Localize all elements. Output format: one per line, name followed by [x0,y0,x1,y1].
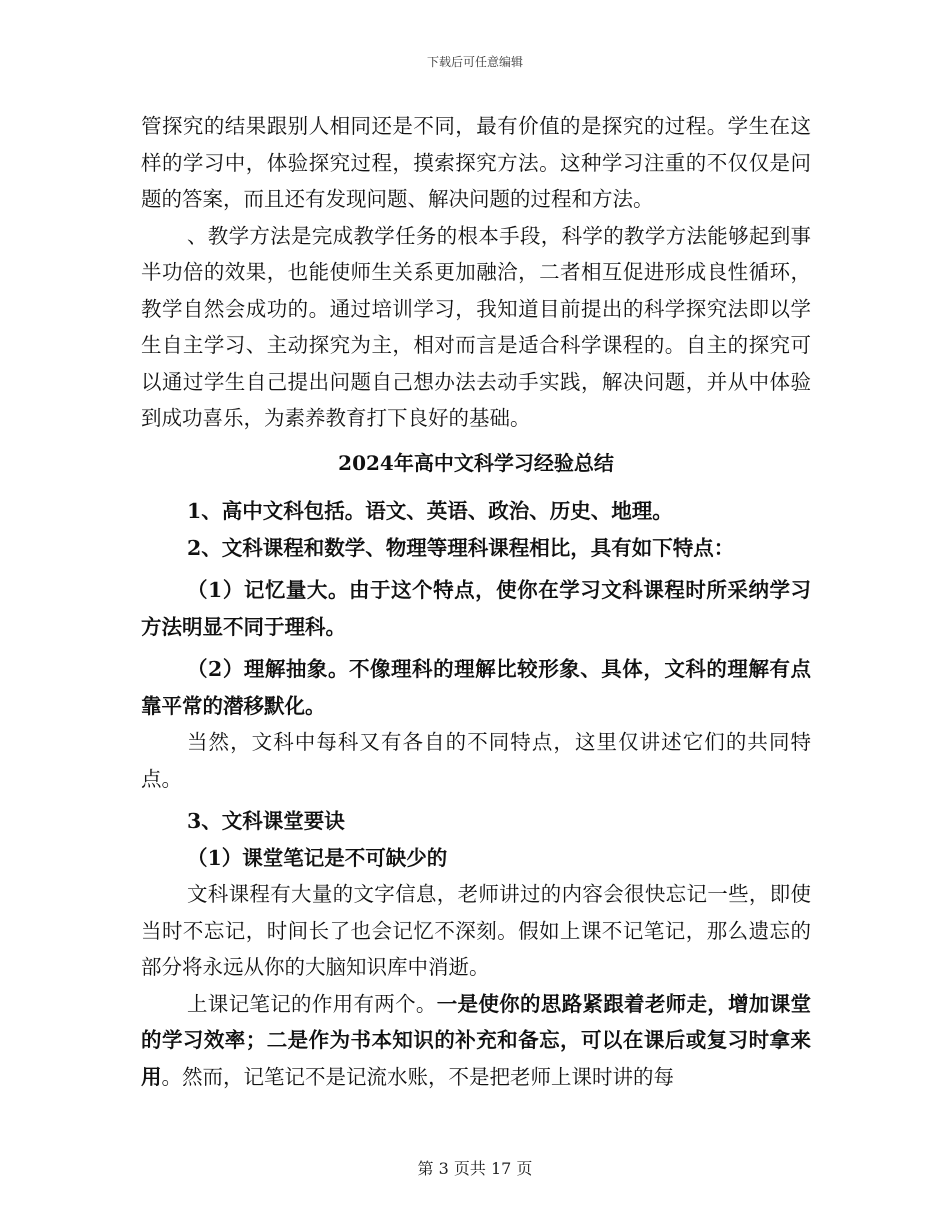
paragraph-5 [141,986,811,1096]
item-3: 3、文科课堂要诀 [187,809,345,833]
document-body [141,108,811,1095]
paragraph-4: 文科课程有大量的文字信息，老师讲过的内容会很快忘记一些，即使当时不忘记，时间长了也会记忆不深刻。假如上课不记笔记，那么遗忘的部分将永远从你的大脑知识库中消逝。 [141,882,811,979]
page-footer: 第 3 页共 17 页 [417,1159,533,1178]
paragraph-3: 当然，文科中每科又有各自的不同特点，这里仅讲述它们的共同特点。 [141,730,811,791]
item-2-1: （1）记忆量大。由于这个特点，使你在学习文科课程时所采纳学习方法明显不同于理科。 [141,578,811,639]
item-3-1: （1）课堂笔记是不可缺少的 [187,845,448,870]
paragraph-5-emphasis: 一是使你的思路紧跟着老师走，增加课堂的学习效率；二是作为书本知识的补充和备忘，可以在课后或复习时拿来用 [141,991,812,1089]
item-1: 1、高中文科包括。语文、英语、政治、历史、地理。 [187,499,673,523]
paragraph-2: 、教学方法是完成教学任务的根本手段，科学的教学方法能够起到事半功倍的效果，也能使师生关系更加融洽，二者相互促进形成良性循环，教学自然会成功的。通过培训学习，我知道目前提出的科学探究法即以学生自主学习、主动探究为主，相对而言是适合科学课程的。自主的探究可以通过学生自己提出问题自己想办法去动手实践，解决问题，并从中体验到成功喜乐，为素养教育打下良好的基础。 [141,223,811,430]
paragraph-5-intro: 上课记笔记的作用有两个。 [187,991,437,1016]
paragraph-5-tail: 。然而，记笔记不是记流水账，不是把老师上课时讲的每 [161,1064,674,1089]
paragraph-1: 管探究的结果跟别人相同还是不同，最有价值的是探究的过程。学生在这样的学习中，体验探究过程，摸索探究方法。这种学习注重的不仅仅是问题的答案，而且还有发现问题、解决问题的过程和方法。 [141,114,811,211]
page-header: 下载后可任意编辑 [426,55,523,69]
item-2-2: （2）理解抽象。不像理科的理解比较形象、具体，文科的理解有点靠平常的潜移默化。 [141,657,811,718]
section-title: 2024年高中文科学习经验总结 [338,450,614,475]
item-2: 2、文科课程和数学、物理等理科课程相比，具有如下特点： [187,535,735,560]
